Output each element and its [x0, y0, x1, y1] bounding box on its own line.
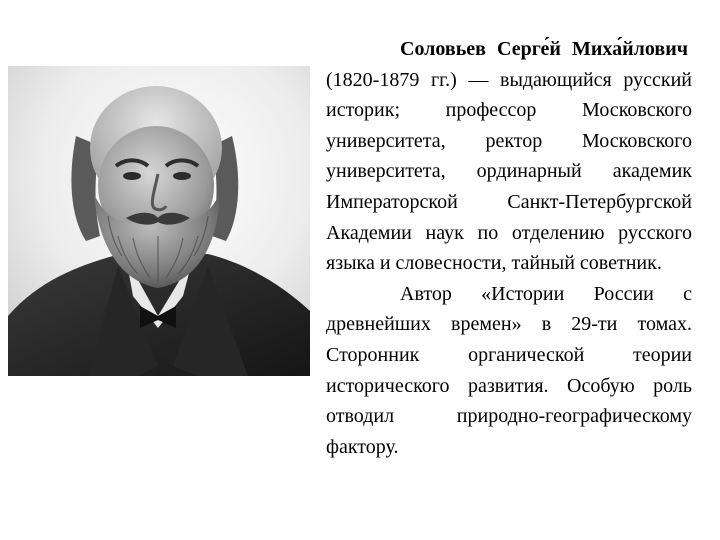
portrait-image	[8, 66, 310, 376]
works-paragraph: Автор «Истории России с древнейших времен» в 29-ти томах. Сторонник органической теории исторического развития. Особую роль отводил природно-географическому фактору.	[326, 282, 692, 458]
biography-text	[326, 34, 692, 462]
life-years: (1820-1879 гг.) —	[326, 68, 489, 91]
portrait-drawing	[8, 66, 310, 376]
bio-heading-paragraph	[326, 34, 692, 279]
bio-description: выдающийся русский историк; профессор Московского университета, ректор Московского университета, ординарный академик Императорской Санкт-Петербургской Академии наук по отделению русского языка и словесности, тайный советник.	[326, 68, 692, 275]
person-name: Соловьев Серге́й Миха́йлович	[400, 38, 688, 60]
